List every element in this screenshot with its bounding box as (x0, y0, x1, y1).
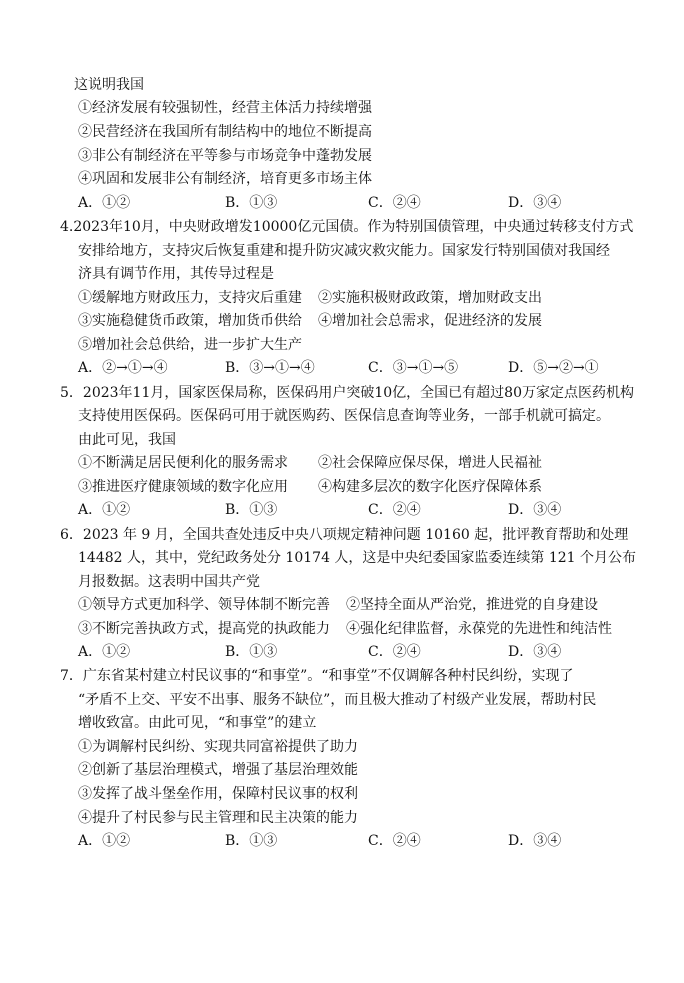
q4-options-row-1 (0, 288, 600, 308)
q4-option-2: ②实施积极财政政策，增加财政支出 (318, 290, 542, 306)
q7-stem-line-1: 7．广东省某村建立村民议事的“和事堂”。“和事堂”不仅调解各种村民纠纷，实现了 (60, 668, 574, 684)
q5-options-row-1 (0, 453, 600, 473)
q5-option-3: ③推进医疗健康领域的数字化应用 (78, 479, 288, 495)
q5-option-4: ④构建多层次的数字化医疗保障体系 (318, 479, 542, 495)
q6-option-3: ③不断完善执政方式，提高党的执政能力 (78, 621, 330, 637)
q7-choices (78, 831, 638, 851)
q3-option-2: ②民营经济在我国所有制结构中的地位不断提高 (78, 124, 372, 140)
q4-options-row-2 (0, 311, 600, 331)
q4-stem-line-3: 济具有调节作用，其传导过程是 (78, 266, 274, 282)
q7-option-2: ②创新了基层治理模式，增强了基层治理效能 (78, 762, 358, 778)
q6-option-4: ④强化纪律监督，永葆党的先进性和纯洁性 (346, 621, 612, 637)
q4-option-5: ⑤增加社会总供给，进一步扩大生产 (78, 337, 302, 353)
q6-stem-line-1: 6．2023 年 9 月，全国共查处违反中央八项规定精神问题 10160 起，批评教育帮助和处理 (60, 527, 629, 543)
q3-choice-a: A．①② (78, 195, 131, 211)
q4-choices (78, 358, 638, 378)
q6-stem-line-2: 14482 人，其中，党纪政务处分 10174 人，这是中央纪委国家监委连续第 121 个月公布 (78, 550, 637, 566)
q3-choice-b: B．①③ (225, 195, 278, 211)
q5-stem-line-1: 5．2023年11月，国家医保局称，医保码用户突破10亿，全国已有超过80万家定点医药机构 (60, 385, 634, 401)
q3-stem-end: 这说明我国 (74, 77, 144, 93)
q4-choice-a: A．②→①→④ (78, 360, 168, 376)
q4-choice-c: C．③→①→⑤ (368, 360, 459, 376)
q5-choice-a: A．①② (78, 502, 131, 518)
q7-option-4: ④提升了村民参与民主管理和民主决策的能力 (78, 810, 358, 826)
q6-choice-d: D．③④ (508, 644, 562, 660)
q4-option-4: ④增加社会总需求，促进经济的发展 (318, 313, 542, 329)
q7-stem-line-2: “矛盾不上交、平安不出事、服务不缺位”，而且极大推动了村级产业发展，帮助村民 (78, 692, 597, 708)
q6-option-2: ②坚持全面从严治党，推进党的自身建设 (346, 597, 598, 613)
q7-choice-c: C．②④ (368, 833, 421, 849)
q6-stem-line-3: 月报数据。这表明中国共产党 (78, 574, 260, 590)
q7-choice-b: B．①③ (225, 833, 278, 849)
q6-choice-a: A．①② (78, 644, 131, 660)
q3-choices (78, 193, 638, 213)
q4-stem-line-1: 4.2023年10月，中央财政增发10000亿元国债。作为特别国债管理，中央通过转移支付方式 (60, 219, 634, 235)
q4-option-3: ③实施稳健货币政策，增加货币供给 (78, 313, 302, 329)
q3-choice-d: D．③④ (508, 195, 562, 211)
q6-choice-b: B．①③ (225, 644, 278, 660)
q6-options-row-2 (0, 619, 612, 639)
q4-option-1: ①缓解地方财政压力，支持灾后重建 (78, 290, 302, 306)
q7-stem-line-3: 增收致富。由此可见，“和事堂”的建立 (78, 715, 317, 731)
q6-option-1: ①领导方式更加科学、领导体制不断完善 (78, 597, 330, 613)
q4-choice-b: B．③→①→④ (225, 360, 315, 376)
q4-choice-d: D．⑤→②→① (508, 360, 599, 376)
q6-choice-c: C．②④ (368, 644, 421, 660)
q3-option-4: ④巩固和发展非公有制经济，培育更多市场主体 (78, 171, 372, 187)
q5-option-2: ②社会保障应保尽保，增进人民福祉 (318, 455, 542, 471)
q4-stem-line-2: 安排给地方，支持灾后恢复重建和提升防灾减灾救灾能力。国家发行特别国债对我国经 (78, 243, 610, 259)
q3-choice-c: C．②④ (368, 195, 421, 211)
q5-choice-c: C．②④ (368, 502, 421, 518)
q6-choices (78, 642, 638, 662)
q3-option-3: ③非公有制经济在平等参与市场竞争中蓬勃发展 (78, 148, 372, 164)
q7-choice-a: A．①② (78, 833, 131, 849)
q5-stem-line-2: 支持使用医保码。医保码可用于就医购药、医保信息查询等业务，一部手机就可搞定。 (78, 408, 610, 424)
q5-option-1: ①不断满足居民便利化的服务需求 (78, 455, 288, 471)
q7-option-3: ③发挥了战斗堡垒作用，保障村民议事的权利 (78, 786, 358, 802)
q5-choice-d: D．③④ (508, 502, 562, 518)
q6-options-row-1 (0, 595, 600, 615)
q7-choice-d: D．③④ (508, 833, 562, 849)
q3-option-1: ①经济发展有较强韧性，经营主体活力持续增强 (78, 100, 372, 116)
q5-options-row-2 (0, 477, 600, 497)
q7-option-1: ①为调解村民纠纷、实现共同富裕提供了助力 (78, 739, 358, 755)
q5-stem-line-3: 由此可见，我国 (78, 432, 176, 448)
q5-choices (78, 500, 638, 520)
q5-choice-b: B．①③ (225, 502, 278, 518)
